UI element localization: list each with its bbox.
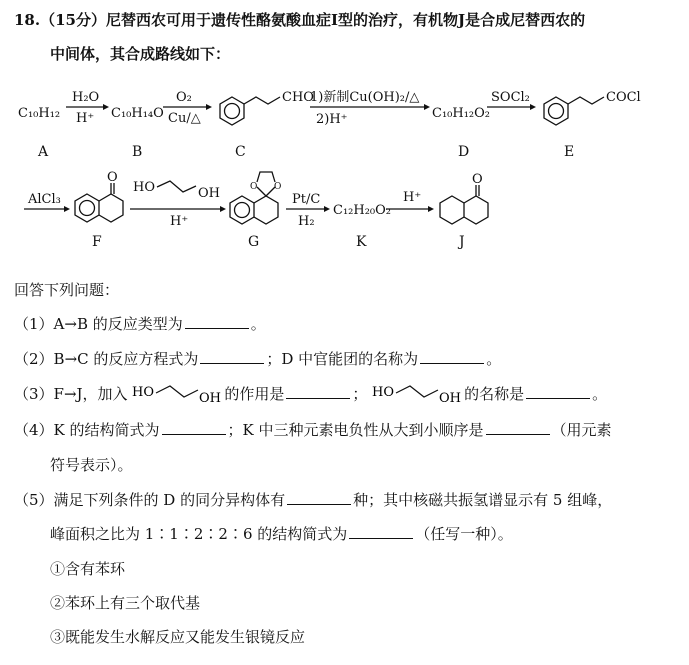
question-2 bbox=[14, 349, 501, 369]
compound-a-formula: C₁₀H₁₂ bbox=[18, 106, 61, 121]
compound-g-structure bbox=[230, 172, 278, 224]
q3-glycol-oh-2: OH bbox=[439, 391, 462, 405]
arrow-b-c-head bbox=[206, 104, 212, 110]
q4-answer-blank-1[interactable] bbox=[162, 420, 226, 435]
q1-answer-blank[interactable] bbox=[185, 314, 249, 329]
arrow-c-d-head bbox=[424, 104, 430, 110]
compound-d-formula: C₁₀H₁₂O₂ bbox=[432, 106, 490, 121]
step8-reagent-top: H⁺ bbox=[403, 190, 422, 205]
compound-f-structure bbox=[75, 183, 123, 222]
q5-answer-blank-1[interactable] bbox=[287, 490, 351, 505]
step4-reagent-top: SOCl₂ bbox=[491, 90, 530, 105]
compound-e-group: COCl bbox=[606, 90, 641, 105]
compound-b-formula: C₁₀H₁₄O bbox=[111, 106, 164, 121]
arrow-d-e-head bbox=[530, 104, 536, 110]
q3-glycol-ho-1: HO bbox=[132, 385, 155, 400]
step6-reagent-bottom: H⁺ bbox=[170, 214, 189, 229]
compound-f-oxygen: O bbox=[107, 170, 118, 185]
q3-glycol-oh-1: OH bbox=[199, 391, 222, 405]
arrow-e-f-head bbox=[64, 206, 70, 212]
step1-reagent-bottom: H⁺ bbox=[76, 111, 95, 126]
compound-e-structure bbox=[544, 97, 604, 125]
question-3 bbox=[14, 383, 607, 405]
compound-k-formula: C₁₂H₂₀O₂ bbox=[333, 203, 391, 218]
q3-answer-blank-1[interactable] bbox=[286, 384, 350, 399]
q2-text-a: （2）B→C 的反应方程式为 bbox=[14, 350, 199, 368]
q2-answer-blank-2[interactable] bbox=[420, 349, 484, 364]
compound-f-label: F bbox=[92, 234, 102, 250]
compound-g-label: G bbox=[248, 234, 260, 250]
step7-reagent-bottom: H₂ bbox=[298, 214, 315, 229]
compound-c-group: CHO bbox=[282, 90, 314, 105]
question-4-cont bbox=[50, 455, 133, 475]
q3-text-d: 的名称是 bbox=[464, 385, 525, 403]
q4-text-c: （用元素 bbox=[551, 421, 612, 439]
q4-text-b: ；K 中三种元素电负性从大到小顺序是 bbox=[227, 421, 484, 439]
compound-b-label: B bbox=[132, 144, 143, 160]
q1-text: （1）A→B 的反应类型为 bbox=[14, 315, 183, 333]
question-5 bbox=[14, 490, 612, 510]
question-1 bbox=[14, 314, 266, 334]
step2-reagent-bottom: Cu/△ bbox=[168, 111, 201, 126]
q3-end: 。 bbox=[592, 385, 608, 403]
step3-reagent-top: 1)新制Cu(OH)₂/△ bbox=[310, 90, 420, 105]
q4-answer-blank-2[interactable] bbox=[486, 420, 550, 435]
compound-c-structure bbox=[220, 97, 280, 125]
q5-text-b: 种；其中核磁共振氢谱显示有 5 组峰， bbox=[353, 491, 613, 509]
q2-text-b: ；D 中官能团的名称为 bbox=[266, 350, 419, 368]
condition-1-text: ①含有苯环 bbox=[50, 560, 126, 578]
q5-answer-blank-2[interactable] bbox=[349, 524, 413, 539]
q4-text-a: （4）K 的结构简式为 bbox=[14, 421, 160, 439]
answer-intro-text: 回答下列问题： bbox=[14, 281, 120, 299]
step5-reagent-top: AlCl₃ bbox=[28, 192, 61, 207]
question-text-2: 中间体，其合成路线如下： bbox=[50, 45, 231, 63]
q2-answer-blank-1[interactable] bbox=[200, 349, 264, 364]
compound-j-structure bbox=[440, 185, 488, 224]
arrow-f-g-head bbox=[220, 206, 226, 212]
compound-e-label: E bbox=[564, 144, 575, 160]
answer-intro bbox=[14, 280, 119, 300]
q3-glycol-structure-2 bbox=[372, 383, 464, 405]
q3-text-b: 的作用是 bbox=[224, 385, 285, 403]
compound-g-oxygen-2: O bbox=[274, 182, 282, 192]
q2-end: 。 bbox=[486, 350, 502, 368]
glycol-chain bbox=[157, 181, 196, 192]
arrow-a-b-head bbox=[103, 104, 109, 110]
compound-j-oxygen: O bbox=[472, 172, 483, 187]
q3-text-c: ； bbox=[352, 385, 368, 403]
q4-text-d: 符号表示）。 bbox=[50, 456, 133, 474]
step3-reagent-bottom: 2)H⁺ bbox=[316, 112, 348, 127]
compound-g-oxygen-1: O bbox=[250, 182, 258, 192]
q3-answer-blank-2[interactable] bbox=[526, 384, 590, 399]
compound-a-label: A bbox=[38, 144, 49, 160]
step2-reagent-top: O₂ bbox=[176, 90, 192, 105]
arrow-k-j-head bbox=[428, 206, 434, 212]
q3-glycol-ho-2: HO bbox=[372, 385, 395, 400]
question-line-1 bbox=[14, 10, 585, 30]
step1-reagent-top: H₂O bbox=[72, 90, 100, 105]
q3-glycol-structure-1 bbox=[132, 383, 224, 405]
condition-3-text: ③既能发生水解反应又能发生银镜反应 bbox=[50, 628, 306, 646]
q3-text-a: （3）F→J，加入 bbox=[14, 385, 128, 403]
step7-reagent-top: Pt/C bbox=[292, 192, 321, 207]
q5-text-c: 峰面积之比为 1∶1∶2∶2∶6 的结构简式为 bbox=[50, 525, 348, 543]
q1-end: 。 bbox=[250, 315, 266, 333]
step6-reagent-oh: OH bbox=[198, 186, 220, 201]
condition-1 bbox=[50, 559, 125, 579]
question-text: 18.（15分）尼替西农可用于遗传性酪氨酸血症Ⅰ型的治疗，有机物J是合成尼替西农的 bbox=[14, 11, 586, 29]
arrow-g-k-head bbox=[324, 206, 330, 212]
compound-k-label: K bbox=[356, 234, 367, 250]
q5-text-a: （5）满足下列条件的 D 的同分异构体有 bbox=[14, 491, 286, 509]
question-4 bbox=[14, 420, 612, 440]
condition-2-text: ②苯环上有三个取代基 bbox=[50, 594, 201, 612]
q5-text-d: （任写一种）。 bbox=[415, 525, 513, 543]
compound-j-label: J bbox=[459, 234, 465, 250]
compound-c-label: C bbox=[235, 144, 246, 160]
condition-2 bbox=[50, 593, 200, 613]
question-line-2 bbox=[50, 44, 230, 64]
compound-d-label: D bbox=[458, 144, 470, 160]
step6-reagent-ho: HO bbox=[133, 180, 155, 195]
question-5-cont bbox=[50, 524, 513, 544]
condition-3 bbox=[50, 627, 305, 647]
